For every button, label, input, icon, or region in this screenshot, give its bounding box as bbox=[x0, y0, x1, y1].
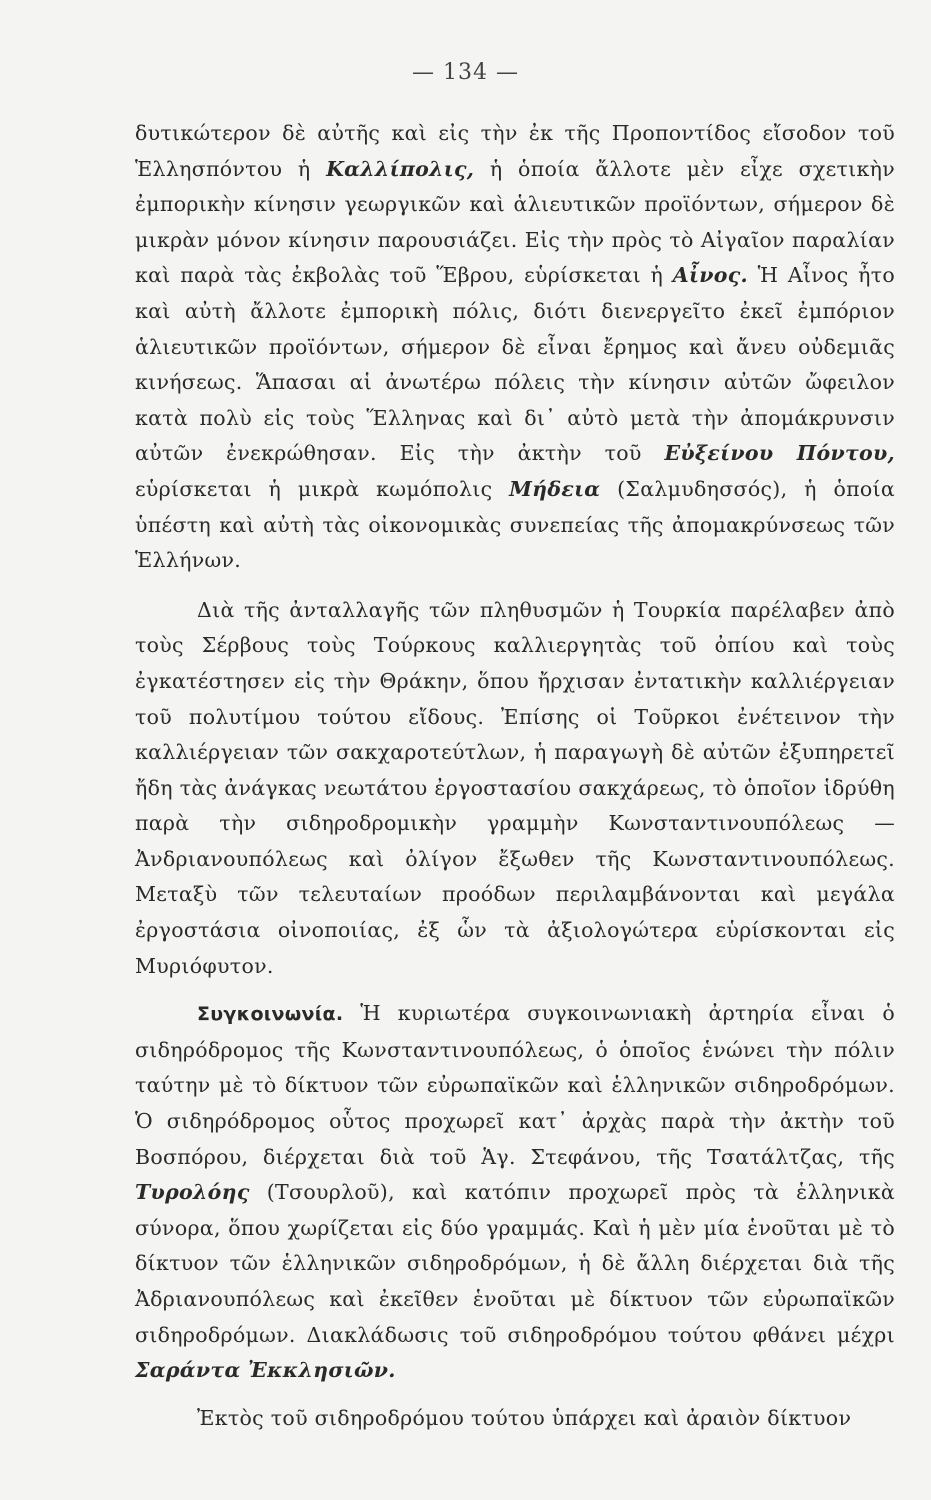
paragraph-road-network: Ἐκτὸς τοῦ σιδηροδρόμου τούτου ὑπάρχει καὶ ἀραιὸν δίκτυον bbox=[197, 1405, 852, 1430]
text-run: δυτικώτερον δὲ αὐτῆς καὶ εἰς τὴν ἐκ τῆς Προποντίδος εἴσοδον τοῦ Ἑλλησπόντου ἡ bbox=[135, 121, 895, 181]
place-name-kallipolis: Καλλίπολις, bbox=[326, 156, 475, 181]
text-run: Ἡ κυριωτέρα συγκοινωνιακὴ ἀρτηρία εἶναι ὁ σιδηρόδρομος τῆς Κωνσταντινουπόλεως, ὁ ὁποῖος ἑνώνει τὴν πόλιν ταύτην μὲ τὸ δίκτυον τῶν εὐρωπαϊκῶν καὶ ἑλληνικῶν σιδηροδρόμων. Ὁ σιδηρόδρομος οὗτος προχωρεῖ κατ᾽ ἀρχὰς παρὰ τὴν ἀκτὴν τοῦ Βοσπόρου, διέρχεται διὰ τοῦ Ἁγ. Στεφάνου, τῆς Τσατάλτζας, τῆς bbox=[135, 1001, 895, 1169]
place-name-euxine-pontus: Εὐξείνου Πόντου, bbox=[664, 441, 895, 466]
body-text bbox=[135, 116, 895, 1436]
page-number: — 134 — bbox=[412, 60, 519, 85]
place-name-tyroloe: Τυρολόης bbox=[135, 1180, 250, 1205]
text-run: (Τσουρλοῦ), καὶ κατόπιν προχωρεῖ πρὸς τὰ ἑλληνικὰ σύνορα, ὅπου χωρίζεται εἰς δύο γραμμάς. Καὶ ἡ μὲν μία ἑνοῦται μὲ τὸ δίκτυον τῶν ἑλληνικῶν σιδηροδρόμων, ἡ δὲ ἄλλη διέρχεται διὰ τῆς Ἀδριανουπόλεως καὶ ἐκεῖθεν ἑνοῦται μὲ δίκτυον τῶν εὐρωπαϊκῶν σιδηροδρόμων. Διακλάδωσις τοῦ σιδηροδρόμου τούτου φθάνει μέχρι bbox=[135, 1180, 895, 1347]
paragraph-agriculture: Διὰ τῆς ἀνταλλαγῆς τῶν πληθυσμῶν ἡ Τουρκία παρέλαβεν ἀπὸ τοὺς Σέρβους τοὺς Τούρκους καλλιεργητὰς τοῦ ὀπίου καὶ τοὺς ἐγκατέστησεν εἰς τὴν Θράκην, ὅπου ἤρχισαν ἐντατικὴν καλλιέργειαν τοῦ πολυτίμου τούτου εἴδους. Ἐπίσης οἱ Τοῦρκοι ἐνέτεινον τὴν καλλιέργειαν τῶν σακχαροτεύτλων, ἡ παραγωγὴ δὲ αὐτῶν ἐξυπηρετεῖ ἤδη τὰς ἀνάγκας νεωτάτου ἐργοστασίου σακχάρεως, τὸ ὁποῖον ἱδρύθη παρὰ τὴν σιδηροδρομικὴν γραμμὴν Κωνσταντινουπόλεως — Ἀνδριανουπόλεως καὶ ὀλίγον ἔξωθεν τῆς Κωνσταντινουπόλεως. Μεταξὺ τῶν τελευταίων προόδων περιλαμβάνονται καὶ μεγάλα ἐργοστάσια οἰνοποιίας, ἐξ ὧν τὰ ἀξιολογώτερα εὑρίσκονται εἰς Μυριόφυτον. bbox=[135, 597, 895, 978]
text-run: ἡ ὁποία ἄλλοτε μὲν εἶχε σχετικὴν ἐμπορικὴν κίνησιν γεωργικῶν καὶ ἁλιευτικῶν προϊόντων, σήμερον δὲ μικρὰν μόνον κίνησιν παρουσιάζει. Εἰς τὴν πρὸς τὸ Αἰγαῖον παραλίαν καὶ παρὰ τὰς ἐκβολὰς τοῦ Ἕβρου, εὑρίσκεται ἡ bbox=[135, 156, 895, 288]
section-heading-communication: Συγκοινωνία. bbox=[197, 1003, 344, 1026]
place-name-ainos: Αἶνος. bbox=[672, 263, 748, 288]
text-run: Ἡ Αἶνος ἦτο καὶ αὐτὴ ἄλλοτε ἐμπορικὴ πόλις, διότι διενεργεῖτο ἐκεῖ ἐμπόριον ἁλιευτικῶν προϊόντων, σήμερον δὲ εἶναι ἔρημος καὶ ἄνευ οὐδεμιᾶς κινήσεως. Ἅπασαι αἱ ἀνωτέρω πόλεις τὴν κίνησιν αὐτῶν ὤφειλον κατὰ πολὺ εἰς τοὺς Ἕλληνας καὶ δι᾽ αὐτὸ μετὰ τὴν ἀπομάκρυνσιν αὐτῶν ἐνεκρώθησαν. Εἰς τὴν ἀκτὴν τοῦ bbox=[135, 263, 895, 466]
text-run: (Σαλμυδησσός), ἡ ὁποία ὑπέστη καὶ αὐτὴ τὰς οἰκονομικὰς συνεπείας τῆς ἀπομακρύνσεως τῶν Ἑλλήνων. bbox=[135, 476, 895, 573]
paragraph-thrace-coast-cities bbox=[135, 116, 895, 579]
paragraph-communication bbox=[135, 996, 895, 1389]
place-name-medeia: Μήδεια bbox=[509, 476, 601, 501]
text-run: εὑρίσκεται ἡ μικρὰ κωμόπολις bbox=[135, 476, 510, 501]
place-name-saranta-ekklesies: Σαράντα Ἐκκλησιῶν. bbox=[135, 1358, 396, 1383]
